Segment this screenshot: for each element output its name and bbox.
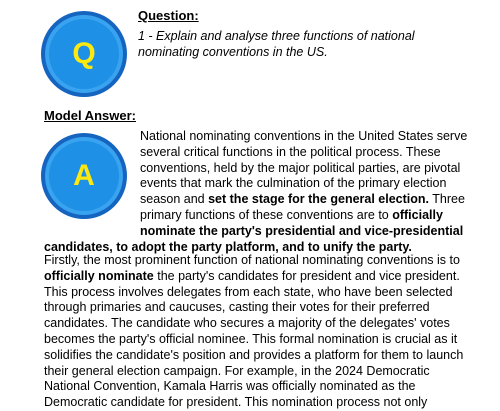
answer-p2-bold-b: officially nominate <box>44 268 154 283</box>
question-heading: Question: <box>138 8 199 23</box>
question-badge <box>41 11 127 97</box>
answer-p1-text-a: National nominating conventions in the United States serve several critical functions in the political process. These conventions, held by the major political parties, are pivotal events that mark the culmination of the primary election season and <box>140 129 468 207</box>
answer-p1-bold-b: set the stage for the general election. <box>208 192 430 207</box>
answer-paragraph-2 <box>44 253 474 411</box>
answer-p1-bold-d: officially nominate the party's presidential and vice-presidential candidates, to adopt the party platform, and to unify the party. <box>44 207 464 254</box>
answer-paragraph-1 <box>44 129 474 255</box>
answer-p2-text-c: the party's candidates for president and vice president. This process involves delegates from each state, who have been selected through primaries and caucuses, casting their votes for their preferred candidates. The candidate who secures a majority of the delegates' votes becomes the party's official nominee. This formal nomination is crucial as it solidifies the candidate's position and provides a platform for them to launch their general election campaign. For example, in the 2024 Democratic National Convention, Kamala Harris was officially nominated as the Democratic candidate for president. This nomination process not only <box>44 268 464 410</box>
answer-p1-text-c: Three primary functions of these conventions are to <box>140 192 465 222</box>
answer-badge-letter: A <box>73 159 95 192</box>
badge-float-spacer <box>44 129 140 239</box>
question-badge-letter: Q <box>72 37 96 70</box>
answer-p2-text-a: Firstly, the most prominent function of national nominating conventions is to <box>44 253 460 267</box>
question-text: 1 - Explain and analyse three functions of national nominating conventions in the US. <box>138 29 415 59</box>
model-answer-heading: Model Answer: <box>44 108 136 123</box>
